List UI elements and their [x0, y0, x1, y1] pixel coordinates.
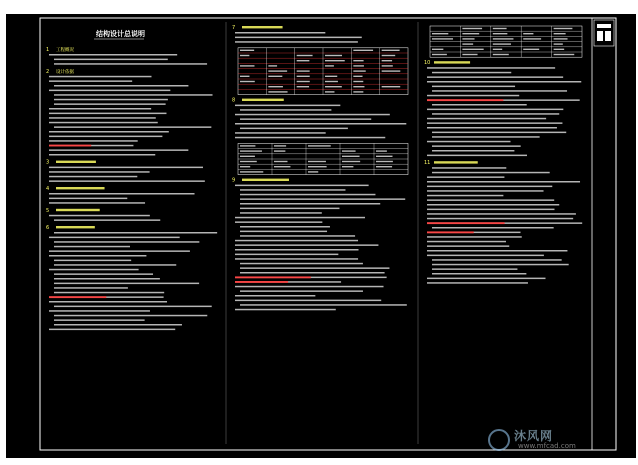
text-line — [49, 131, 169, 133]
table-cell-text — [240, 55, 249, 56]
text-line — [240, 304, 407, 306]
section-number: 5 — [46, 207, 50, 214]
text-line — [235, 244, 378, 246]
table-cell-text — [554, 33, 566, 34]
page-title: 结构设计总说明 — [96, 30, 145, 38]
text-line — [235, 240, 358, 242]
company-logo-icon — [597, 24, 611, 41]
section-number: 11 — [424, 160, 431, 167]
text-line — [432, 264, 569, 266]
table-cell-text — [268, 65, 277, 66]
watermark-url: www.mfcad.com — [518, 442, 576, 450]
text-line — [235, 309, 336, 311]
text-line — [432, 72, 511, 74]
text-line — [240, 128, 348, 130]
text-line — [240, 194, 375, 196]
text-line — [240, 189, 345, 191]
text-line — [432, 259, 562, 261]
text-line — [427, 176, 504, 178]
text-line — [54, 315, 207, 317]
highlight-line — [427, 99, 503, 101]
section-number: 10 — [424, 60, 431, 67]
section-number: 2 — [46, 68, 50, 75]
table-cell-text — [382, 55, 396, 56]
text-line — [49, 176, 137, 178]
table-cell-text — [523, 38, 541, 39]
text-line — [54, 283, 199, 285]
text-line — [427, 213, 576, 215]
text-line — [427, 141, 510, 143]
text-line — [235, 217, 365, 219]
text-line — [235, 295, 315, 297]
text-line — [427, 250, 567, 252]
table-cell-text — [308, 161, 326, 162]
text-line — [49, 237, 180, 239]
text-line — [427, 155, 527, 157]
text-line — [54, 319, 145, 321]
text-line — [427, 209, 554, 211]
table-cell-text — [240, 145, 255, 146]
table-cell-text — [240, 50, 254, 51]
text-line — [54, 241, 199, 243]
text-line — [240, 231, 327, 233]
watermark-logo-icon — [488, 429, 510, 451]
section-heading-mark — [56, 209, 100, 211]
text-line — [54, 94, 213, 96]
text-line — [432, 268, 517, 270]
structural-notes-drawing — [6, 14, 636, 458]
highlight-line — [49, 296, 106, 298]
table-cell-text — [325, 81, 338, 82]
text-line — [427, 95, 519, 97]
table-cell-text — [382, 86, 401, 87]
text-line — [54, 264, 176, 266]
table-cell-text — [297, 76, 310, 77]
table-cell-text — [353, 70, 365, 71]
table-cell-text — [376, 150, 387, 151]
text-line — [235, 300, 381, 302]
table-cell-text — [353, 60, 363, 61]
text-line — [235, 37, 362, 39]
text-line — [240, 235, 355, 237]
highlight-line — [235, 276, 311, 278]
outer-frame — [40, 18, 616, 450]
table-cell-text — [462, 49, 483, 50]
text-line — [235, 185, 369, 187]
table-cell-text — [268, 91, 287, 92]
table-cell-text — [274, 161, 288, 162]
text-line — [54, 273, 153, 275]
table-cell-text — [493, 49, 502, 50]
table-cell-text — [523, 49, 539, 50]
text-line — [240, 290, 363, 292]
text-line — [427, 76, 563, 78]
table-cell-text — [342, 150, 356, 151]
table-cell-text — [432, 49, 443, 50]
table-cell-text — [376, 156, 392, 157]
text-line — [240, 226, 330, 228]
text-line — [432, 145, 521, 147]
table-cell-text — [493, 54, 509, 55]
text-line — [432, 172, 550, 174]
section-number: 7 — [232, 25, 236, 31]
text-line — [427, 241, 506, 243]
table-cell-text — [353, 76, 362, 77]
text-line — [49, 250, 190, 252]
text-line — [54, 103, 166, 105]
watermark-site: 沐风网 — [514, 429, 554, 443]
text-line — [49, 136, 162, 138]
table-cell-text — [342, 161, 360, 162]
table-cell-text — [308, 171, 318, 172]
table-cell-text — [462, 43, 473, 44]
text-line — [432, 86, 515, 88]
table-cell-text — [353, 65, 364, 66]
section-number: 4 — [46, 186, 50, 192]
text-line — [427, 245, 509, 247]
table-cell-text — [554, 54, 575, 55]
text-line — [235, 32, 325, 34]
table-cell-text — [462, 38, 474, 39]
text-line — [54, 306, 212, 308]
text-line — [54, 219, 160, 221]
table-cell-text — [432, 33, 448, 34]
table-cell-text — [240, 65, 254, 66]
table-cell-text — [325, 60, 345, 61]
table-cell-text — [554, 38, 568, 39]
table-cell-text — [462, 54, 477, 55]
table-cell-text — [376, 161, 393, 162]
text-line — [49, 154, 155, 156]
text-line — [49, 108, 151, 110]
text-line — [427, 122, 562, 124]
table-cell-text — [523, 33, 533, 34]
table-cell-text — [382, 60, 392, 61]
text-line — [54, 63, 207, 64]
table-cell-text — [493, 28, 507, 29]
table-cell-text — [462, 33, 479, 34]
section-number: 1 — [46, 47, 50, 53]
text-line — [240, 208, 339, 210]
text-line — [432, 104, 527, 106]
text-line — [235, 254, 338, 256]
table-cell-text — [325, 65, 334, 66]
table-cell-text — [376, 166, 392, 167]
text-line — [49, 171, 150, 173]
table-cell-text — [382, 50, 400, 51]
text-line — [240, 212, 322, 214]
section-heading-mark — [56, 226, 95, 228]
table-cell-text — [240, 76, 249, 77]
text-line — [49, 113, 166, 115]
text-line — [49, 202, 145, 204]
text-line — [49, 76, 151, 78]
table-cell-text — [493, 33, 508, 34]
text-line — [235, 137, 385, 139]
table-cell-text — [240, 150, 262, 151]
cad-drawing-area — [6, 14, 636, 458]
text-line — [235, 123, 406, 125]
table-cell-text — [353, 91, 363, 92]
section-heading-mark — [434, 161, 478, 163]
text-line — [54, 278, 160, 280]
table-cell-text — [297, 70, 310, 71]
section-heading: 设计依据 — [56, 69, 74, 75]
title-block — [592, 18, 616, 450]
text-line — [427, 67, 555, 69]
text-line — [432, 90, 567, 92]
table-cell-text — [382, 65, 393, 66]
notes-content — [46, 25, 582, 330]
text-line — [427, 109, 563, 111]
highlight-line — [235, 281, 288, 283]
table-cell-text — [240, 166, 250, 167]
text-line — [240, 272, 385, 274]
highlight-line — [427, 231, 474, 233]
table-cell-text — [325, 76, 337, 77]
table-cell-text — [274, 150, 285, 151]
table-cell-text — [353, 81, 363, 82]
text-line — [49, 301, 167, 303]
text-line — [427, 127, 557, 129]
table-cell-text — [297, 60, 310, 61]
text-line — [427, 204, 559, 206]
text-line — [240, 109, 331, 111]
text-line — [54, 99, 168, 101]
table-cell-text — [274, 166, 290, 167]
table-cell-text — [432, 38, 453, 39]
text-line — [427, 181, 580, 183]
section-heading-mark — [242, 26, 283, 28]
text-line — [427, 118, 546, 120]
text-line — [235, 41, 358, 43]
text-line — [432, 113, 559, 115]
table-cell-text — [432, 54, 447, 55]
table-cell-text — [353, 86, 364, 87]
text-line — [432, 132, 566, 134]
text-line — [427, 218, 573, 220]
text-line — [49, 310, 150, 312]
text-line — [432, 273, 526, 275]
table-cell-text — [325, 86, 342, 87]
highlight-line — [49, 145, 91, 147]
section-number: 8 — [232, 97, 236, 104]
table-cell-text — [297, 81, 310, 82]
table-cell-text — [554, 28, 573, 29]
table-cell-text — [297, 86, 309, 87]
table-cell-text — [297, 55, 313, 56]
text-line — [427, 278, 546, 280]
text-line — [235, 132, 326, 134]
text-line — [54, 232, 217, 234]
table-cell-text — [342, 156, 360, 157]
text-line — [235, 114, 390, 116]
text-line — [54, 246, 130, 248]
text-line — [427, 282, 528, 284]
table-cell-text — [342, 166, 353, 167]
text-line — [49, 198, 127, 200]
text-line — [49, 180, 205, 182]
text-line — [432, 150, 514, 152]
text-line — [54, 292, 164, 294]
text-line — [432, 167, 506, 169]
table-cell-text — [268, 76, 282, 77]
section-number: 3 — [46, 159, 50, 166]
highlight-line — [427, 222, 505, 224]
text-line — [49, 215, 150, 217]
text-line — [54, 260, 131, 262]
table-cell-text — [554, 43, 563, 44]
text-line — [427, 190, 544, 192]
table-cell-text — [325, 55, 342, 56]
table-cell-text — [554, 49, 565, 50]
text-line — [49, 54, 177, 56]
text-line — [49, 329, 175, 331]
text-line — [240, 263, 363, 265]
section-heading-mark — [434, 61, 470, 63]
text-line — [240, 198, 405, 200]
text-line — [54, 324, 182, 326]
title-block-frame — [592, 18, 616, 450]
table-cell-text — [268, 86, 283, 87]
table-cell-text — [240, 171, 263, 172]
text-line — [49, 255, 146, 257]
text-line — [54, 59, 168, 61]
text-line — [235, 221, 322, 223]
text-line — [49, 140, 138, 142]
table-cell-text — [462, 28, 482, 29]
table-cell-text — [240, 81, 255, 82]
text-line — [49, 193, 195, 195]
table-cell-text — [274, 145, 286, 146]
text-line — [49, 167, 203, 169]
text-line — [49, 269, 139, 271]
text-line — [54, 85, 188, 87]
text-line — [235, 286, 384, 288]
table-cell-text — [268, 70, 287, 71]
text-line — [427, 81, 581, 83]
section-number: 6 — [46, 225, 50, 231]
section-heading-mark — [56, 187, 105, 189]
section-heading-mark — [242, 179, 289, 181]
section-heading: 工程概况 — [56, 48, 74, 53]
section-number: 9 — [232, 177, 236, 184]
text-line — [54, 287, 128, 289]
text-line — [49, 122, 158, 124]
table-cell-text — [493, 43, 511, 44]
text-line — [240, 118, 371, 120]
text-line — [235, 249, 358, 251]
text-line — [235, 258, 358, 260]
table-cell-text — [240, 161, 257, 162]
watermark — [488, 427, 608, 455]
table-cell-text — [308, 166, 327, 167]
table-cell-text — [325, 91, 334, 92]
table-cell-text — [240, 156, 255, 157]
text-line — [427, 186, 552, 188]
table-cell-text — [493, 38, 514, 39]
text-line — [49, 149, 188, 151]
text-line — [432, 227, 554, 229]
table-cell-text — [308, 145, 331, 146]
text-line — [49, 117, 156, 119]
section-heading-mark — [56, 161, 96, 163]
text-line — [240, 267, 389, 269]
text-line — [427, 236, 522, 238]
section-heading-mark — [242, 99, 284, 101]
text-line — [240, 203, 380, 205]
table-cell-text — [353, 50, 373, 51]
text-line — [49, 90, 170, 92]
table-cell-text — [382, 70, 401, 71]
text-line — [427, 195, 503, 197]
text-line — [54, 126, 211, 128]
text-line — [235, 105, 340, 107]
text-line — [427, 255, 544, 257]
text-line — [427, 199, 554, 201]
text-line — [49, 80, 132, 82]
text-line — [432, 136, 540, 138]
